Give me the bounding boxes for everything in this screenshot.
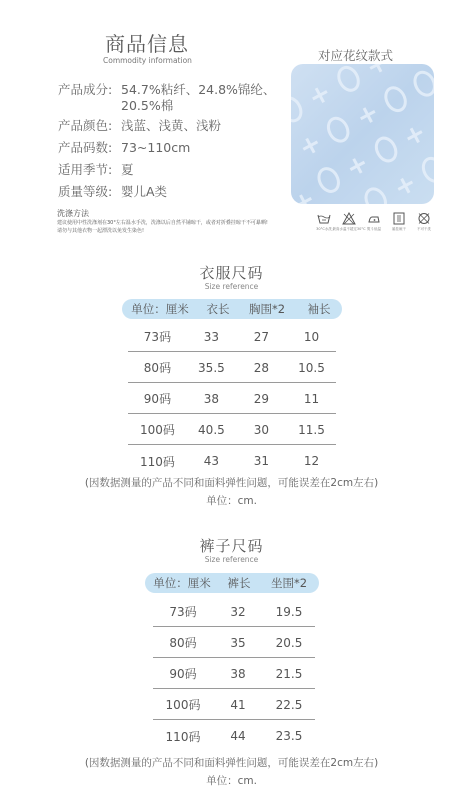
table-row <box>153 690 315 720</box>
table-cell: 31 <box>253 454 270 468</box>
info-key: 适用季节: <box>58 162 113 177</box>
fabric-pattern-swatch <box>291 64 434 204</box>
table-cell: 22.5 <box>275 697 303 712</box>
table-cell: 44 <box>230 729 246 743</box>
top-table-unit: 单位：cm. <box>206 495 257 507</box>
header-cell: 单位：厘米 <box>153 576 211 590</box>
line-dry-icon <box>390 212 408 232</box>
wash-icon-caption: 悬挂晾干 <box>392 227 406 231</box>
table-cell: 29 <box>253 391 270 406</box>
table-cell: 73码 <box>143 330 172 344</box>
wash-icon-caption: 最高水温不超过30°C <box>332 227 366 231</box>
info-value: 73~110cm <box>121 140 191 155</box>
top-table-title: 衣服尺码 <box>199 264 264 282</box>
wash-title: 洗涤方法 <box>57 209 89 218</box>
table-cell: 23.5 <box>275 729 303 743</box>
pattern-label: 对应花纹款式 <box>318 48 394 63</box>
fabric-pattern <box>291 64 434 204</box>
info-row-composition <box>58 79 275 115</box>
table-cell: 90码 <box>169 667 197 681</box>
header-cell: 胸围*2 <box>248 302 286 316</box>
header-cell: 单位：厘米 <box>131 302 189 316</box>
info-key: 产品码数: <box>58 140 113 155</box>
info-value <box>121 79 275 115</box>
table-cell: 38 <box>230 666 246 681</box>
wash-text <box>57 219 302 235</box>
table-row <box>128 353 336 383</box>
wash-icons <box>315 212 433 232</box>
table-cell: 21.5 <box>275 666 303 681</box>
info-value: 婴儿A类 <box>121 184 168 199</box>
table-cell: 19.5 <box>275 604 303 619</box>
low-iron-icon <box>365 212 383 232</box>
table-row <box>128 322 336 352</box>
bottom-table-note: (因数据测量的产品不同和面料弹性问题，可能误差在2cm左右) <box>84 757 379 769</box>
table-cell: 10.5 <box>298 360 325 375</box>
header-cell: 袖长 <box>307 302 331 316</box>
table-cell: 110码 <box>165 729 201 744</box>
wash-icon-caption: 不可干洗 <box>417 227 431 231</box>
table-row <box>153 597 315 627</box>
info-subtitle: Commodity information <box>103 56 192 65</box>
header-cell: 衣长 <box>206 302 230 316</box>
table-row <box>128 415 336 445</box>
table-cell: 38 <box>203 391 220 406</box>
table-cell: 35.5 <box>198 360 225 375</box>
table-cell: 90码 <box>143 392 172 406</box>
no-dryclean-icon <box>415 212 433 232</box>
table-cell: 11.5 <box>298 422 325 437</box>
table-cell: 73码 <box>169 605 197 619</box>
table-cell: 100码 <box>165 698 201 712</box>
bottom-table-header <box>145 573 319 593</box>
info-row-size <box>58 137 275 159</box>
wash-icon-caption: 30°C水洗 <box>316 227 332 231</box>
info-row-grade <box>58 181 275 203</box>
table-cell: 100码 <box>139 423 175 437</box>
table-cell: 110码 <box>139 454 175 469</box>
table-cell: 12 <box>303 454 320 468</box>
table-cell: 35 <box>230 635 246 650</box>
table-cell: 32 <box>230 604 246 619</box>
table-cell: 80码 <box>143 361 172 375</box>
table-row <box>128 446 336 476</box>
top-table-subtitle: Size reference <box>204 282 259 291</box>
table-cell: 11 <box>303 391 320 406</box>
info-row-season <box>58 159 275 181</box>
bottom-table-unit: 单位：cm. <box>206 775 257 787</box>
table-cell: 30 <box>253 422 270 437</box>
wash-line: 请勿与其他衣物一起漂洗以免发生染色! <box>57 228 145 234</box>
hand-wash-icon <box>315 212 333 232</box>
table-cell: 40.5 <box>198 422 225 437</box>
info-row-color <box>58 115 275 137</box>
header-cell: 坐围*2 <box>270 576 308 590</box>
table-cell: 28 <box>253 360 270 375</box>
table-row <box>153 628 315 658</box>
wash-line: 建议使用中性洗涤剂在30°左右温水手洗，洗涤以后自然平铺晾干，或者对折叠挂晾干不可暴晒! <box>57 220 268 226</box>
table-cell: 80码 <box>169 636 197 650</box>
info-title: 商品信息 <box>105 32 189 56</box>
info-key: 产品成分: <box>58 82 113 97</box>
info-key: 产品颜色: <box>58 118 113 133</box>
bottom-table-subtitle: Size reference <box>204 555 259 564</box>
table-cell: 20.5 <box>275 635 303 650</box>
info-value-line: 54.7%粘纤、24.8%锦纶、 <box>121 82 276 97</box>
table-row <box>153 721 315 751</box>
top-table-header <box>122 299 342 319</box>
table-row <box>128 384 336 414</box>
table-cell: 43 <box>203 454 220 468</box>
table-cell: 10 <box>303 329 320 344</box>
table-cell: 27 <box>253 329 270 344</box>
info-list <box>58 79 275 203</box>
info-value: 夏 <box>121 162 134 177</box>
header-cell: 裤长 <box>227 576 251 590</box>
info-value-line: 20.5%棉 <box>121 98 174 113</box>
info-value: 浅蓝、浅黄、浅粉 <box>121 118 222 133</box>
info-key: 质量等级: <box>58 184 113 199</box>
no-bleach-icon <box>332 212 366 232</box>
table-cell: 33 <box>203 329 220 344</box>
table-cell: 41 <box>230 697 246 712</box>
top-table-note: (因数据测量的产品不同和面料弹性问题，可能误差在2cm左右) <box>84 477 379 489</box>
bottom-table-title: 裤子尺码 <box>199 537 264 555</box>
table-row <box>153 659 315 689</box>
wash-icon-caption: 熨斗低温 <box>367 227 381 231</box>
